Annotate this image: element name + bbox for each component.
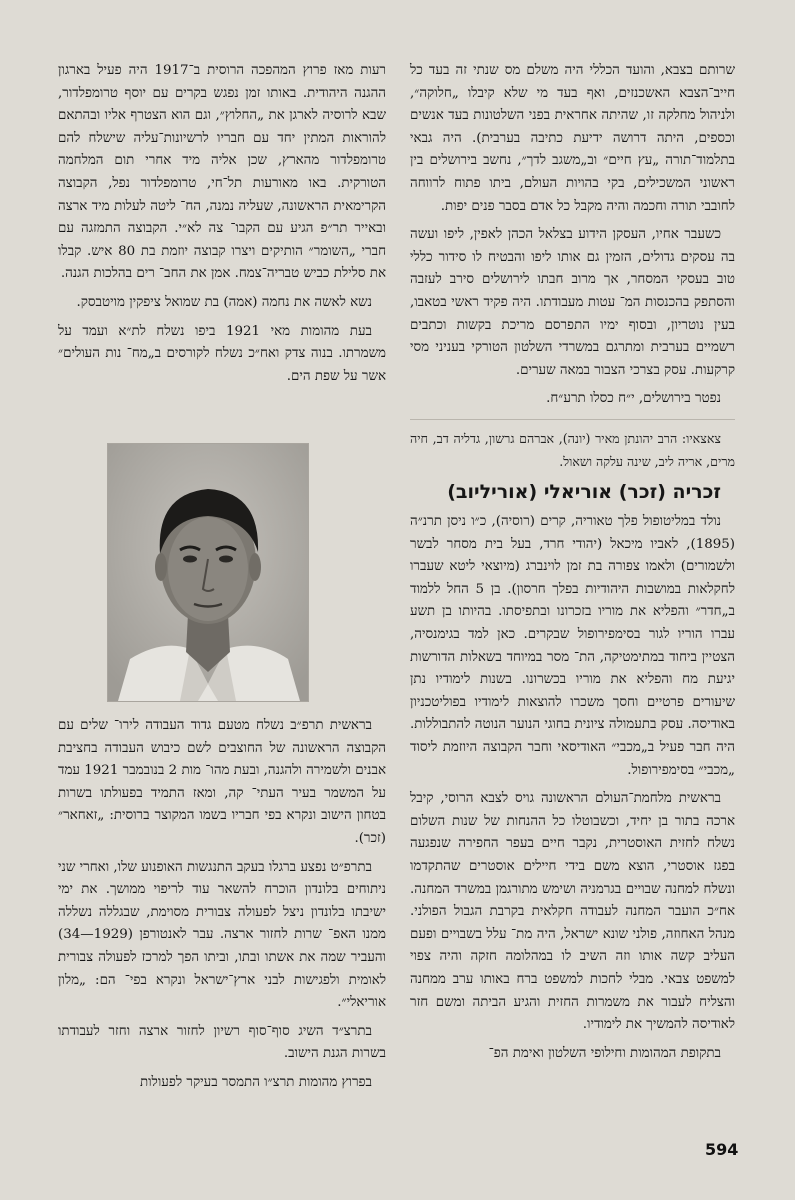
portrait-photo xyxy=(107,443,309,702)
left-column-bottom xyxy=(58,715,386,1101)
paragraph: כשעבר אחיו, העסקן הידוע בצלאל הכהן לאפין, ליפו ועשה בה עסקים גדולים, הזמין גם אותו ליפו והבטיח לו סידור כללי טוב בעסקי המסחר, אך מרוב חבתו לירושלים סירב לעזבה והסתפק בהכנסות המ־ עטות מעבודתו. היה פקיד ראשי בטאבו, בעין נוטריון, ובסוף ימיו התפרסם מריכת בקשות וכתבים רשמיים בערבית ומתרגם במשרדי השלטון הטורקי בעניני מסי קרקעות. עסק בצרכי הצבור במאה שערים. xyxy=(410,227,735,378)
paragraph: בתרפ״ט נפצע ברגלו בעקב התנגשות האופנוע שלו, ואחרי שני ניתוחים בלונדון הוכרח להשאר עוד לריפוי ממושך. את ימי ישיבתו בלונדון ניצל לפעולה צבורית מסוימת, שבגללה נשללה ממנו האפ־ שרות לחזור ארצה. עבר לאנטורפן (1929—34) והעביר שמה את אשתו ובתו, וביתו הפך למרכז לפעולה צבורית לאומית ולפגישות לבני ארץ־ישראל ונקרא בפי־ הם: „מלון אוריאלי״. xyxy=(58,859,386,1011)
paragraph: בתקופת המהומות וחילופי השלטון ואימת הפ־ xyxy=(488,1045,721,1061)
paragraph: נולד במליטופול פלך טאוריה, קרים (רוסיה), כ״ו ניסן תרנ״ה (1895), לאביו מיכאל (יהודי חרד, בעל בית מסחר לבשר ולשמורים) ולאמו צפורה בת זמן לוינברג (מיוצאי ליטא שעברו לחקלאות במושבות היהודיות בפלך חרסון). בן 5 החל ללמוד ב„חדר״ והפליא את מוריו בזכרונו ובתפיסתו. בהיותו בן תשע עברו הוריו לגור בסימפירופול שבקרים. כאן למד בגימנסיה, הצטיין ביחוד במתימטיקה, הת־ מסר במיוחד בשאלות הדורשות יגיעת מח והפליא את מוריו בכשרונו. בשנות לימודיו נתן שיעורים פרטיים וחסך משכרו להוצאות לימודיו בפוליטכניון באודיסה. עסק בתעמולה ציונית בחוגי הנוער הנוטה להתבוללות. היה חבר פעיל ב„מכבי״ האודיסאי וחבר הקבוצה היוזמת ליסוד „מכבי״ בסימפירופול. xyxy=(410,514,735,778)
paragraph: בעת מהומות מאי 1921 ביפו נשלח לת״א ועמד על משמרתו. בנוה צדק ואח״כ נשלח לקורסים ב„מח־ נות העולים״ אשר על שפת הים. xyxy=(58,323,386,384)
left-column xyxy=(58,60,387,1090)
survivors-list: צאצאיו: הרב יהונתן מאיר (יונה), אברהם גרשון, גדליה דב, חיה מרים, אריה ליב, שינה עלקה ושאול. xyxy=(410,430,735,469)
left-column-top xyxy=(58,60,386,430)
paragraph: בראשית תרפ״ב נשלח מטעם גדוד העבודה לירו־ שלים עם הקבוצה הראשונה של החוצבים לשם כיבוש העבודה בחציבת אבנים ולשמירה ולהגנה, ובעת מהו־ מות 2 בנובמבר 1921 עמד על המשמר בעיר העתי־ קה, ומאז התמיד בפעולתו בשרות בטחון הישוב ונקרא בפי חבריו בשמו המקוצר ברוסית: „זאחאר״ (זכר). xyxy=(58,718,387,846)
paragraph: נשא לאשה את נחמה (אמה) בת שמואל ציפקין מויטבסק. xyxy=(76,294,372,310)
paragraph: שרותם בצבא, והועד הכללי היה משלם מס שנתי זה בעד כל חייב־הצבא האשכנזים, ואף בעד מי שלא קיבלו „חלוקה״, ולניהול מחלקה זו, שהיתה אחראית בפני השלטונות בעד אנשים וכספים, היתה דרושה ידיעת כתיבה בערבית). היה גבאי בתלמוד־תורה „עץ חיים״ וב„משגב לדך״, נחשב בירושלים בין ראשוני המשכילים, בקי בהויות העולם, ביתו פתוח לרווחה לחובבי תורה וחכמה והיה מקבל כל אדם בסבר פנים יפות. xyxy=(410,63,735,214)
page-number: 594 xyxy=(705,1140,739,1159)
paragraph: בראשית מלחמת־העולם הראשונה גויס לצבא הרוסי, קיבל ארכה בתור בן יחיד, וכשבוטלו כל ההנחות של שנות השלום נשלח לחזית האוסטרית, נקבר חיים בעפר החפירה שנפגעה בפגז אוסטרי, הוצא משם בידי חיילים אוסטרים שהתקדמו ונשלח למחנה שבויים בגרמניה ושימש מתורגמן במשרד המחנה. אח״כ הועבר המחנה לעבודה חקלאית בקרבת הגבול הפולני. מנהל האחוזה, פולני שונא ישראל, היה מת־ עלל בשבויים ופעם העליב קשה אותו וזה השיב לו במהלומה חזקה והיה צפוי למשפט צבאי. מבלי לחכות למשפט ברח באותו ערב ממחנה והצליח לעבור את משמרות החזית והגיע הביתה ומשם חזר לאודיסה להמשיך את לימודיו. xyxy=(410,791,735,1033)
paragraph: נפטר בירושלים, י״ח כסלו תרע״ח. xyxy=(546,391,721,407)
paragraph: בפרוץ מהומות תרצ״ו התמסר בעיקר לפעולות xyxy=(139,1074,372,1090)
paragraph: רעות מאז פרוץ המהפכה הרוסית ב־1917 היה פעיל בארגון ההגנה היהודית. באותו זמן נפגש בקרים עם יוסף טרומפלדור, שבא לרוסיה לארגן את „החלוץ״, וגם הוא הצטרף אליו ובהתאם להוראות המתין יחד עם חבריו לרשיונות־עליה שישלח להם טרומפלדור מהארץ, שכן אליה מיד אחרי תום המלחמה הטורקית. באו מאורעות תל־חי, טרומפלדור נפל, הקבוצה הקרימאית הראשונה, שעליה נמנה, הח־ ליטה לעלות מיד ארצה ובאייר תר״פ הגיע עם הקבו־ צה לא״י. הקבוצה התמזגה עם חברי „השומר״ הותיקים ויצרו קבוצה יוזמת בת 80 איש. קבלו את סלילת כביש טבריה־צמח. אמן את החב־ רים בהלכות הגנה. xyxy=(58,63,386,282)
right-column xyxy=(410,60,735,1071)
entry-headline: זכריה (זכר) אוריאלי (אוריליוב) xyxy=(447,481,721,504)
portrait-photo-icon xyxy=(108,444,308,701)
divider xyxy=(410,419,735,420)
paragraph: בתרצ״ד השיג סוף־סוף רשיון לחזור ארצה וחזר לעבודתו בשרות הגנת הישוב. xyxy=(58,1023,386,1062)
